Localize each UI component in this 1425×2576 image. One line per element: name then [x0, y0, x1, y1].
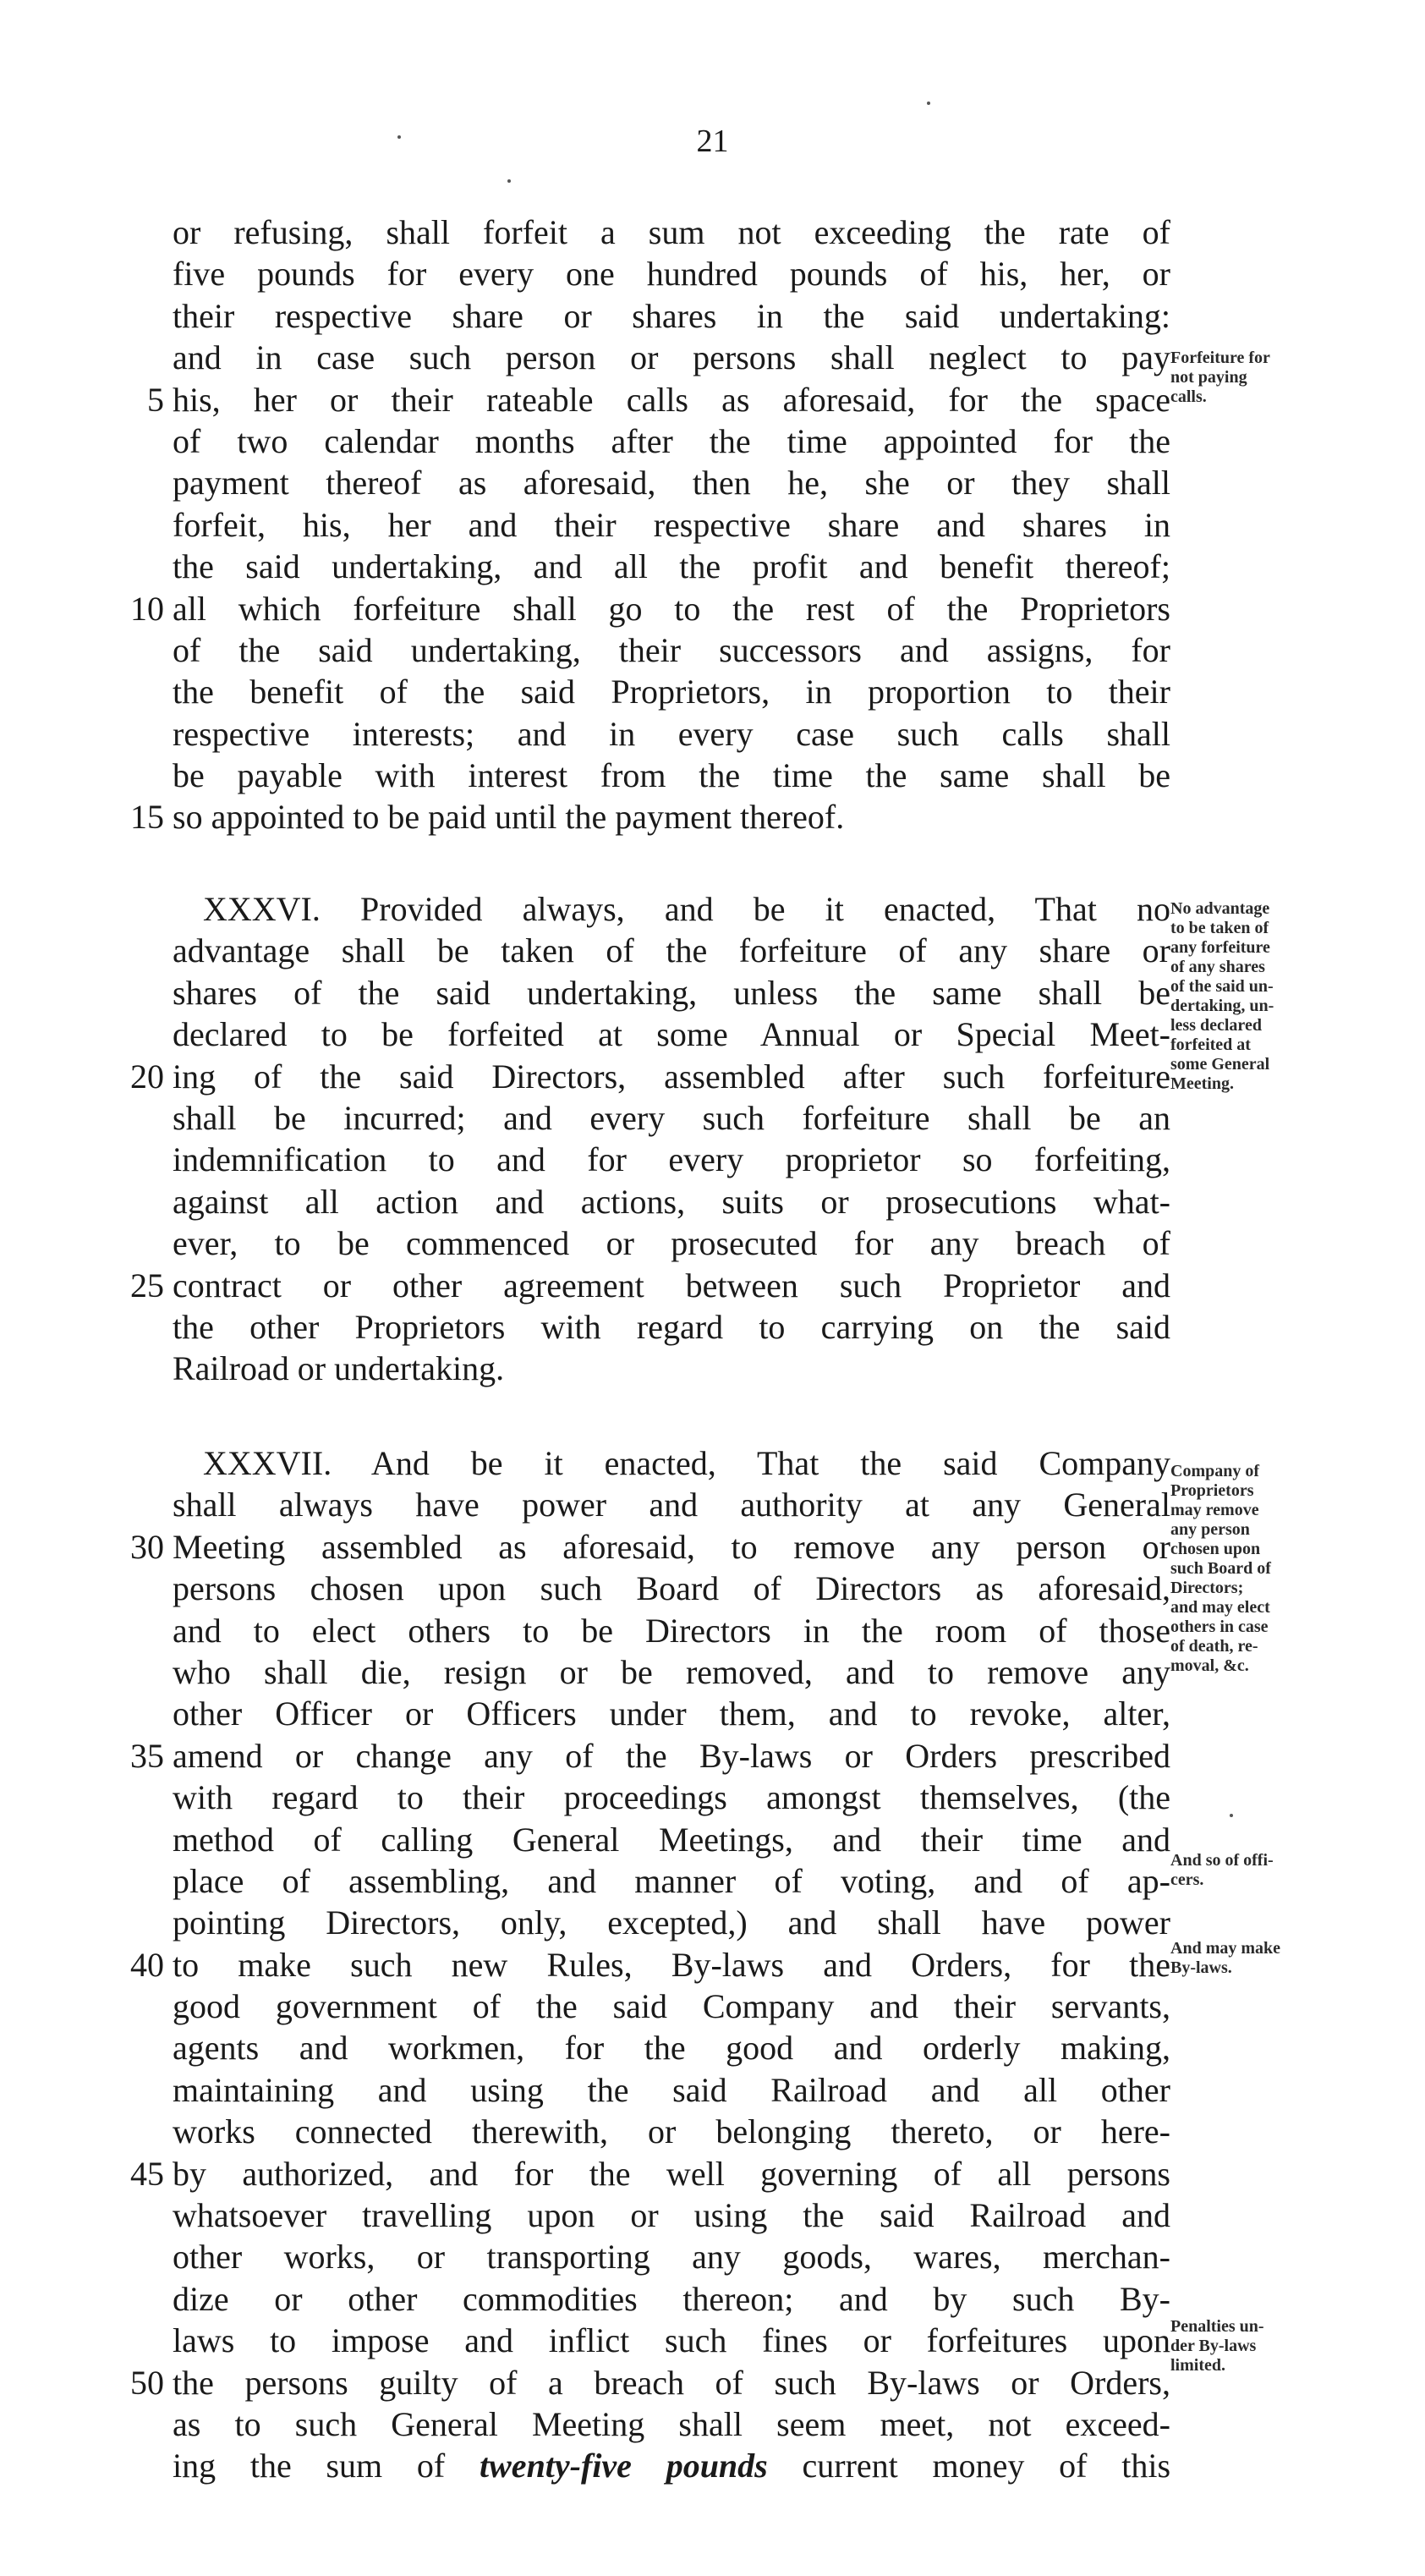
line-text: the persons guilty of a breach of such By-laws or Orders, [173, 2363, 1170, 2402]
print-speck [927, 102, 930, 105]
line-text: XXXVI. Provided always, and be it enacted, That no [203, 890, 1170, 928]
line-text: their respective share or shares in the said undertaking: [173, 296, 1170, 335]
text-line [0, 546, 1425, 587]
line-text: the said undertaking, and all the profit and benefit thereof; [173, 547, 1170, 586]
line-text: and in case such person or persons shall neglect to pay [173, 338, 1170, 377]
line-number: 25 [130, 1266, 164, 1304]
text-line [0, 295, 1425, 337]
line-text: five pounds for every one hundred pounds of his, her, or [173, 255, 1170, 294]
line-text: and to elect others to be Directors in the room of those [173, 1611, 1170, 1650]
line-text: his, her or their rateable calls as aforesaid, for the space [173, 380, 1170, 419]
text-line [0, 2027, 1425, 2068]
line-text: whatsoever travelling upon or using the said Railroad and [173, 2196, 1170, 2235]
line-text: persons chosen upon such Board of Directors as aforesaid, [173, 1569, 1170, 1608]
line-text: other works, or transporting any goods, wares, merchan- [173, 2238, 1170, 2277]
line-number: 50 [130, 2363, 164, 2402]
line-text: other Officer or Officers under them, and to revoke, alter, [173, 1694, 1170, 1733]
text-line [0, 2194, 1425, 2236]
line-text: the other Proprietors with regard to carrying on the said [173, 1307, 1170, 1346]
page-number: 21 [696, 124, 729, 159]
line-text: laws to impose and inflict such fines or forfeitures upon [173, 2321, 1170, 2360]
line-text: with regard to their proceedings amongst themselves, (the [173, 1778, 1170, 1817]
margin-note-remove-directors: Company of Proprietors may remove any person chosen upon such Board of Directors; and may elect others in case of death, re- moval, &c. [1170, 1462, 1271, 1675]
line-text: as to such General Meeting shall seem meet, not exceed- [173, 2404, 1170, 2443]
text-line [0, 1222, 1425, 1264]
italic-phrase: twenty-five pounds [480, 2447, 768, 2485]
text-line [0, 504, 1425, 546]
line-number: 15 [130, 798, 164, 837]
line-text: of two calendar months after the time appointed for the [173, 421, 1170, 460]
text-line [0, 1693, 1425, 1734]
margin-note-officers: And so of offi- cers. [1170, 1851, 1274, 1889]
line-text: works connected therewith, or belonging thereto, or here- [173, 2112, 1170, 2151]
line-text-after: current money of this [802, 2447, 1171, 2485]
line-text: indemnification to and for every proprietor so forfeiting, [173, 1140, 1170, 1179]
line-text: Railroad or undertaking. [173, 1349, 505, 1388]
line-text: shall be incurred; and every such forfeiture shall be an [173, 1098, 1170, 1137]
line-text: ing of the said Directors, assembled after such forfeiture [173, 1057, 1170, 1096]
line-number: 20 [130, 1057, 164, 1096]
line-number: 40 [130, 1945, 164, 1984]
line-text: by authorized, and for the well governing of all persons [173, 2154, 1170, 2193]
line-text: to make such new Rules, By-laws and Orders, for the [173, 1945, 1170, 1984]
line-text: Meeting assembled as aforesaid, to remove any person or [173, 1527, 1170, 1566]
text-line [0, 588, 1425, 629]
print-speck [507, 179, 511, 183]
margin-note-by-laws: And may make By-laws. [1170, 1939, 1281, 1977]
text-line [0, 796, 1425, 838]
line-text: respective interests; and in every case such calls shall [173, 714, 1170, 753]
text-line [0, 1735, 1425, 1777]
text-line [0, 2278, 1425, 2320]
line-text: contract or other agreement between such Proprietor and [173, 1266, 1170, 1304]
text-line [0, 2403, 1425, 2445]
line-text: maintaining and using the said Railroad and all other [173, 2070, 1170, 2109]
line-text: payment thereof as aforesaid, then he, she or they shall [173, 464, 1170, 503]
text-line [0, 1265, 1425, 1306]
text-line [0, 1902, 1425, 1943]
line-text: who shall die, resign or be removed, and to remove any [173, 1652, 1170, 1691]
text-line [0, 1777, 1425, 1818]
margin-note-penalties: Penalties un- der By-laws limited. [1170, 2317, 1264, 2375]
text-line [0, 1139, 1425, 1180]
line-text: advantage shall be taken of the forfeiture of any share or [173, 931, 1170, 970]
line-number: 5 [147, 380, 164, 419]
text-line [0, 629, 1425, 671]
margin-note-no-advantage: No advantage to be taken of any forfeiture of any shares of the said un- dertaking, un- less declared forfeited at some General Meeting. [1170, 899, 1274, 1093]
text-line [0, 755, 1425, 796]
line-text: the benefit of the said Proprietors, in proportion to their [173, 673, 1170, 711]
line-text: shall always have power and authority at any General [173, 1486, 1170, 1524]
line-number: 35 [130, 1736, 164, 1775]
text-line [0, 420, 1425, 462]
text-line [0, 2069, 1425, 2111]
line-text: all which forfeiture shall go to the rest of the Proprietors [173, 589, 1170, 628]
text-line [0, 1097, 1425, 1139]
print-speck [1230, 1814, 1233, 1817]
line-text: pointing Directors, only, excepted,) and shall have power [173, 1903, 1170, 1942]
print-speck [397, 135, 401, 139]
line-text-before: ing the sum of [173, 2447, 446, 2485]
text-line [0, 2236, 1425, 2277]
line-text: of the said undertaking, their successors and assigns, for [173, 630, 1170, 669]
paragraph [0, 211, 1425, 838]
text-line [0, 1181, 1425, 1222]
text-line [0, 2153, 1425, 2194]
line-text: against all action and actions, suits or prosecutions what- [173, 1182, 1170, 1221]
line-number: 30 [130, 1527, 164, 1566]
line-text [173, 2445, 1170, 2486]
line-text: so appointed to be paid until the payment thereof. [173, 798, 845, 837]
line-text: XXXVII. And be it enacted, That the said Company [203, 1444, 1170, 1482]
line-text: ever, to be commenced or prosecuted for any breach of [173, 1224, 1170, 1263]
margin-note-forfeiture-calls: Forfeiture for not paying calls. [1170, 349, 1270, 406]
text-line [0, 2445, 1425, 2486]
text-line [0, 1306, 1425, 1348]
line-text: be payable with interest from the time the same shall be [173, 756, 1170, 795]
text-line [0, 211, 1425, 253]
line-number: 45 [130, 2154, 164, 2193]
text-line [0, 1348, 1425, 1389]
text-line [0, 462, 1425, 503]
line-text: forfeit, his, her and their respective share and shares in [173, 505, 1170, 544]
line-text: or refusing, shall forfeit a sum not exceeding the rate of [173, 213, 1170, 251]
line-text: declared to be forfeited at some Annual or Special Meet- [173, 1015, 1170, 1054]
text-line [0, 253, 1425, 294]
text-line [0, 1986, 1425, 2027]
line-text: agents and workmen, for the good and orderly making, [173, 2029, 1170, 2068]
line-text: good government of the said Company and their servants, [173, 1987, 1170, 2026]
text-line [0, 713, 1425, 755]
line-text: amend or change any of the By-laws or Orders prescribed [173, 1736, 1170, 1775]
line-text: shares of the said undertaking, unless the same shall be [173, 973, 1170, 1012]
text-line [0, 671, 1425, 712]
text-line [0, 2111, 1425, 2152]
line-text: dize or other commodities thereon; and by such By- [173, 2279, 1170, 2318]
line-number: 10 [130, 589, 164, 628]
line-text: method of calling General Meetings, and their time and [173, 1820, 1170, 1859]
line-text: place of assembling, and manner of voting, and of ap- [173, 1861, 1170, 1900]
